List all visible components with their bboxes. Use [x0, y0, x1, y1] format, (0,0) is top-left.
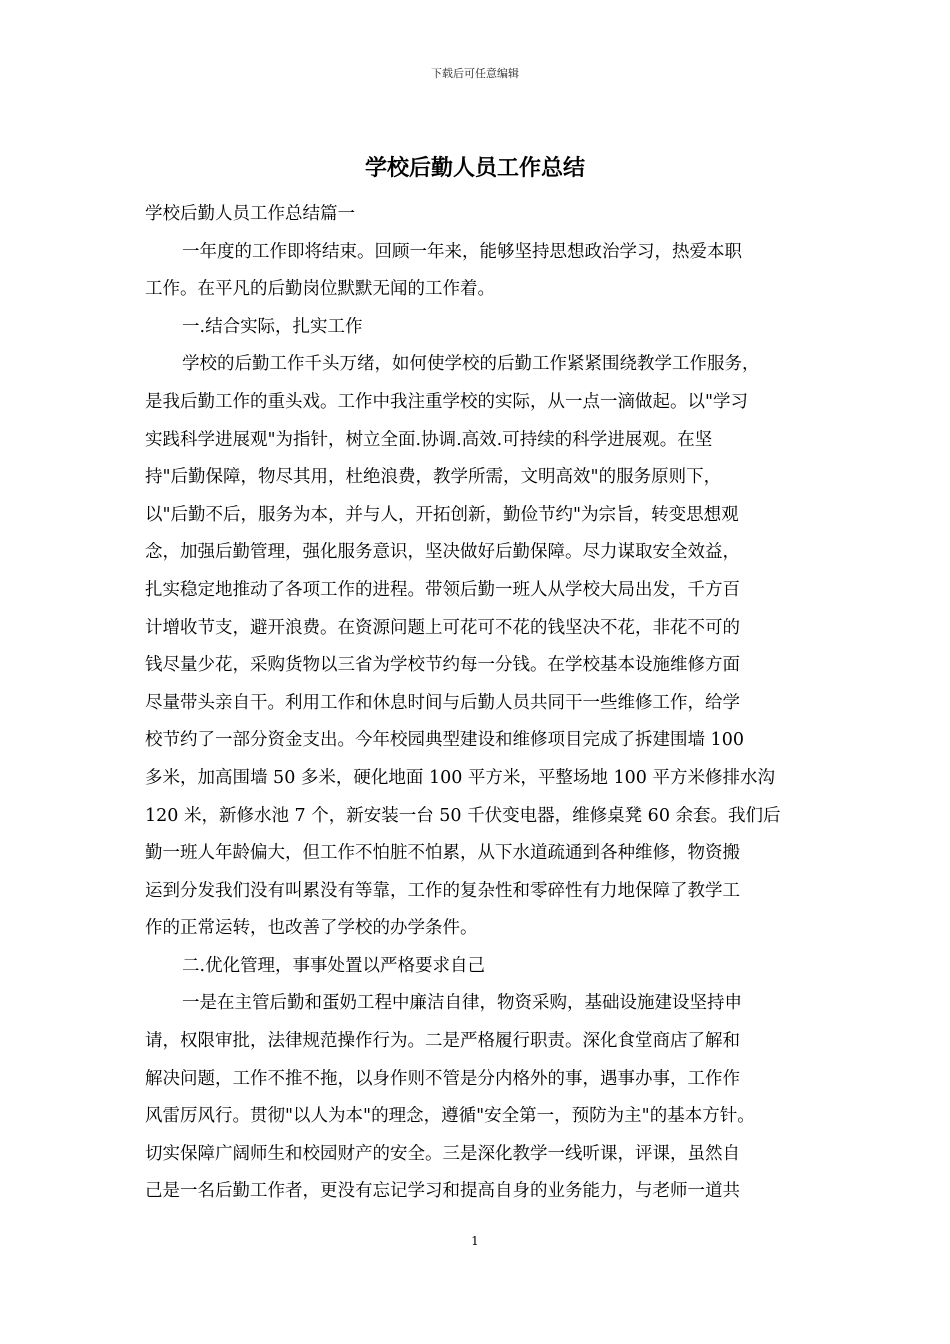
body-line: 持"后勤保障，物尽其用，杜绝浪费，教学所需，文明高效"的服务原则下， — [145, 467, 722, 488]
body-line: 多米，加高围墙 50 多米，硬化地面 100 平方米，平整场地 100 平方米修排水沟 — [145, 767, 775, 788]
page-number: 1 — [471, 1234, 479, 1248]
body-line: 工作。在平凡的后勤岗位默默无闻的工作着。 — [145, 279, 495, 300]
body-line: 学校后勤人员工作总结篇一 — [145, 204, 355, 224]
body-line: 作的正常运转，也改善了学校的办学条件。 — [145, 918, 478, 939]
body-line: 运到分发我们没有叫累没有等靠，工作的复杂性和零碎性有力地保障了教学工 — [145, 880, 740, 901]
body-line: 以"后勤不后，服务为本，并与人，开拓创新，勤俭节约"为宗旨，转变思想观 — [145, 504, 739, 525]
document-title: 学校后勤人员工作总结 — [364, 156, 585, 181]
body-line: 实践科学进展观"为指针，树立全面.协调.高效.可持续的科学进展观。在坚 — [145, 429, 713, 450]
body-line: 钱尽量少花，采购货物以三省为学校节约每一分钱。在学校基本设施维修方面 — [145, 655, 740, 676]
body-line: 二.优化管理，事事处置以严格要求自己 — [182, 955, 486, 976]
body-line: 解决问题，工作不推不拖，以身作则不管是分内格外的事，遇事办事，工作作 — [145, 1068, 740, 1089]
body-line: 切实保障广阔师生和校园财产的安全。三是深化教学一线听课，评课，虽然自 — [145, 1143, 740, 1164]
body-line: 120 米，新修水池 7 个，新安装一台 50 千伏变电器，维修桌凳 60 余套。我们后 — [145, 805, 781, 826]
body-line: 尽量带头亲自干。利用工作和休息时间与后勤人员共同干一些维修工作，给学 — [145, 692, 740, 713]
body-line: 一年度的工作即将结束。回顾一年来，能够坚持思想政治学习，热爱本职 — [182, 241, 742, 262]
body-line: 风雷厉风行。贯彻"以人为本"的理念，遵循"安全第一，预防为主"的基本方针。 — [145, 1106, 755, 1127]
body-line: 校节约了一部分资金支出。今年校园典型建设和维修项目完成了拆建围墙 100 — [145, 730, 744, 751]
body-line: 一.结合实际，扎实工作 — [182, 316, 363, 337]
body-line: 扎实稳定地推动了各项工作的进程。带领后勤一班人从学校大局出发，千方百 — [145, 579, 740, 600]
page-header-note: 下载后可任意编辑 — [431, 67, 519, 80]
body-line: 一是在主管后勤和蛋奶工程中廉洁自律，物资采购，基础设施建设坚持申 — [182, 993, 742, 1014]
body-line: 计增收节支，避开浪费。在资源问题上可花可不花的钱坚决不花，非花不可的 — [145, 617, 740, 638]
document-body — [145, 196, 809, 1211]
body-line: 学校的后勤工作千头万绪，如何使学校的后勤工作紧紧围绕教学工作服务， — [182, 354, 760, 375]
body-line: 己是一名后勤工作者，更没有忘记学习和提高自身的业务能力，与老师一道共 — [145, 1181, 740, 1202]
body-line: 念，加强后勤管理，强化服务意识，坚决做好后勤保障。尽力谋取安全效益， — [145, 542, 740, 563]
body-line: 是我后勤工作的重头戏。工作中我注重学校的实际，从一点一滴做起。以"学习 — [145, 391, 749, 412]
body-line: 请，权限审批，法律规范操作行为。二是严格履行职责。深化食堂商店了解和 — [145, 1031, 740, 1052]
body-line: 勤一班人年龄偏大，但工作不怕脏不怕累，从下水道疏通到各种维修，物资搬 — [145, 843, 740, 864]
